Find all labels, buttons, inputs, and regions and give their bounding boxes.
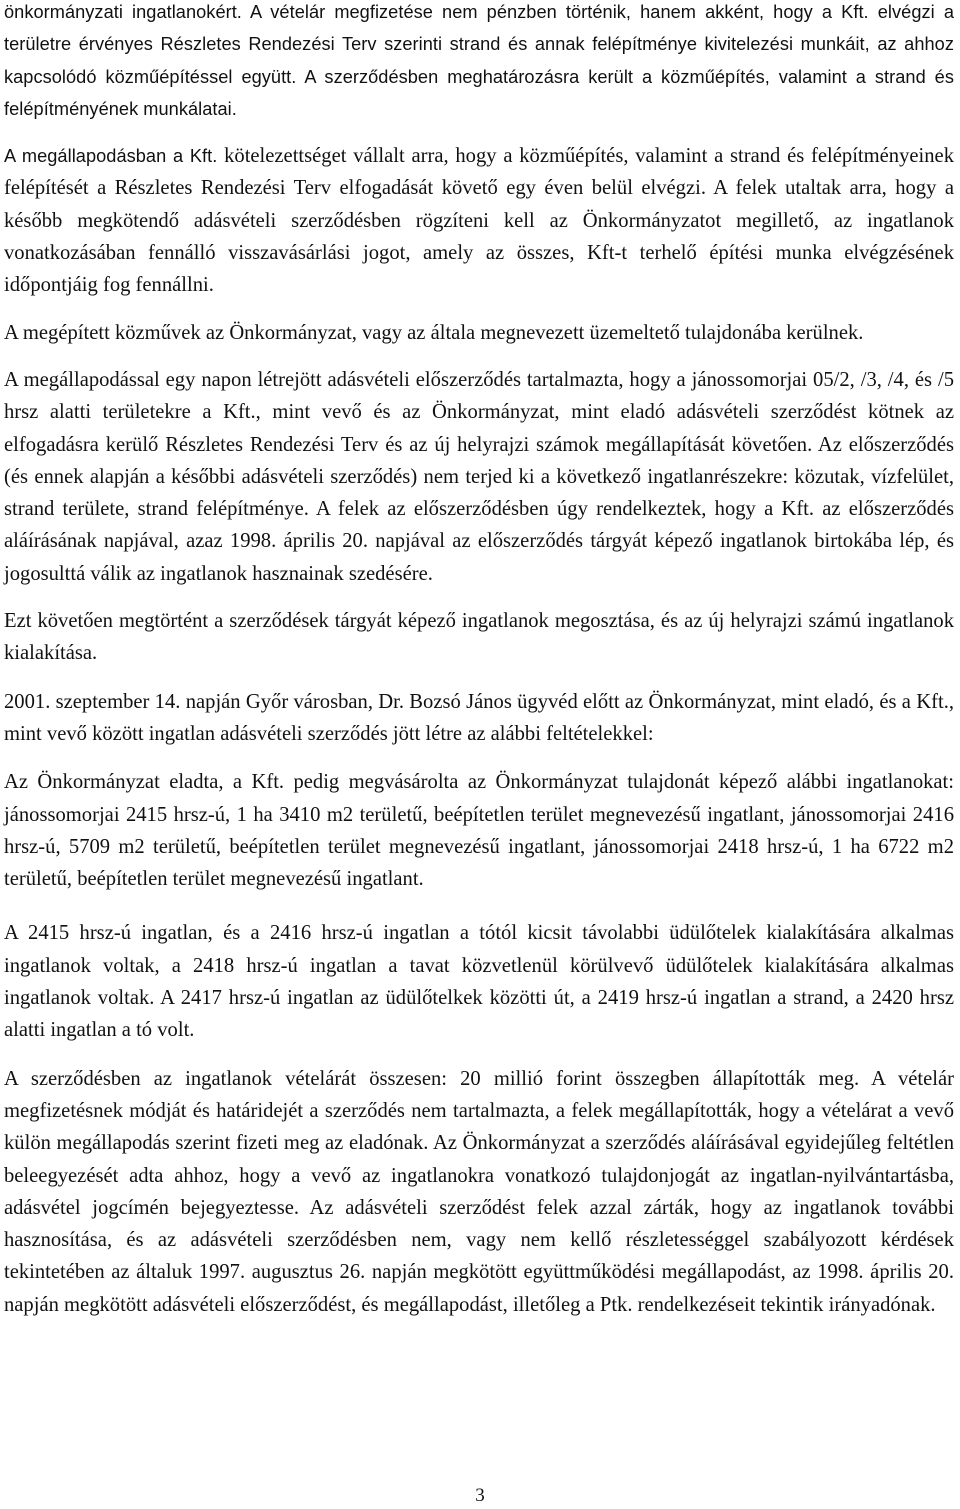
paragraph-text: Ezt követően megtörtént a szerződések tárgyát képező ingatlanok megosztása, és az új helyrajzi számú ingatlanok kialakítása.: [4, 610, 954, 665]
paragraph-text: kötelezettséget vállalt arra, hogy a közműépítés, valamint a strand és felépítményeinek felépítését a Részletes Rendezési Terv elfogadását követő egy éven belül elvégzi. A felek utaltak arra, hogy a később megkötendő adásvételi szerződésben rögzíteni kell az Önkormányzatot megillető, az ingatlanok vonatkozásában fennálló visszavásárlási jogot, amely az összes, Kft-t terhelő építési munka elvégzésének időpontjáig fog fennállni.: [4, 145, 954, 297]
paragraph-text: A szerződésben az ingatlanok vételárát összesen: 20 millió forint összegben állapították meg. A vételár megfizetésnek módját és határidejét a szerződés nem tartalmazta, a felek megállapították, hogy a vételárat a vevő külön megállapodás szerint fizeti meg az eladónak. Az Önkormányzat a szerződés aláírásával egyidejűleg feltétlen beleegyezését adta ahhoz, hogy a vevő az ingatlanokra vonatkozó tulajdonjogát az ingatlan-nyilvántartásba, adásvétel jogcímén bejegyeztesse. Az adásvételi szerződést felek azzal zárták, hogy az ingatlanok további hasznosítása, és az adásvételi szerződésben nem, vagy nem kellő részletességgel szabályozott kérdések tekintetében az általuk 1997. augusztus 26. napján megkötött együttműködési megállapodást, az 1998. április 20. napján megkötött adásvételi előszerződést, és megállapodást, illetőleg a Ptk. rendelkezéseit tekintik irányadónak.: [4, 1067, 954, 1316]
paragraph: [4, 766, 954, 895]
paragraph-text: Az Önkormányzat eladta, a Kft. pedig megvásárolta az Önkormányzat tulajdonát képező alábbi ingatlanokat: jánossomorjai 2415 hrsz-ú, 1 ha 3410 m2 területű, beépítetlen terület megnevezésű ingatlant, jánossomorjai 2416 hrsz-ú, 5709 m2 területű, beépítetlen terület megnevezésű ingatlant, jánossomorjai 2418 hrsz-ú, 1 ha 6722 m2 területű, beépítetlen terület megnevezésű ingatlant.: [4, 771, 954, 891]
paragraph-text: A 2415 hrsz-ú ingatlan, és a 2416 hrsz-ú ingatlan a tótól kicsit távolabbi üdülőtelek kialakítására alkalmas ingatlanok voltak, a 2418 hrsz-ú ingatlan a tavat közvetlenül körülvevő üdülőtelek kialakítására alkalmas ingatlanok voltak. A 2417 hrsz-ú ingatlan az üdülőtelkek közötti út, a 2419 hrsz-ú ingatlan a strand, a 2420 hrsz alatti ingatlan a tó volt.: [4, 922, 954, 1042]
paragraph: [4, 917, 954, 1046]
document-page: [4, 0, 954, 1321]
paragraph: [4, 140, 954, 301]
page-number: 3: [475, 1485, 485, 1506]
paragraph: [4, 0, 954, 125]
paragraph-text: 2001. szeptember 14. napján Győr városban, Dr. Bozsó János ügyvéd előtt az Önkormányzat, mint eladó, és a Kft., mint vevő között ingatlan adásvételi szerződés jött létre az alábbi feltételekkel:: [4, 690, 954, 745]
paragraph-text: A megépített közművek az Önkormányzat, vagy az általa megnevezett üzemeltető tulajdonába kerülnek.: [4, 321, 864, 344]
paragraph: [4, 317, 954, 349]
paragraph: [4, 686, 954, 751]
paragraph: [4, 364, 954, 590]
paragraph-text: önkormányzati ingatlanokért. A vételár megfizetése nem pénzben történik, hanem akként, hogy a Kft. elvégzi a területre érvényes Részletes Rendezési Terv szerinti strand és annak felépítménye kivitelezési munkáit, az ahhoz kapcsolódó közműépítéssel együtt. A szerződésben meghatározásra került a közműépítés, valamint a strand és felépítményének munkálatai.: [4, 2, 954, 119]
paragraph: [4, 1063, 954, 1321]
paragraph-text: A megállapodásban a Kft.: [4, 146, 225, 167]
paragraph-text: A megállapodással egy napon létrejött adásvételi előszerződés tartalmazta, hogy a jánossomorjai 05/2, /3, /4, és /5 hrsz alatti területekre a Kft., mint vevő és az Önkormányzat, mint eladó adásvételi szerződést kötnek az elfogadásra kerülő Részletes Rendezési Terv és az új helyrajzi számok megállapítását követően. Az előszerződés (és ennek alapján a későbbi adásvételi szerződés) nem terjed ki a következő ingatlanrészekre: közutak, vízfelület, strand területe, strand felépítménye. A felek az előszerződésben úgy rendelkeztek, hogy a Kft. az előszerződés aláírásának napjával, azaz 1998. április 20. napjával az előszerződés tárgyát képező ingatlanok birtokába lép, és jogosulttá válik az ingatlanok hasznainak szedésére.: [4, 368, 954, 585]
paragraph: [4, 605, 954, 670]
